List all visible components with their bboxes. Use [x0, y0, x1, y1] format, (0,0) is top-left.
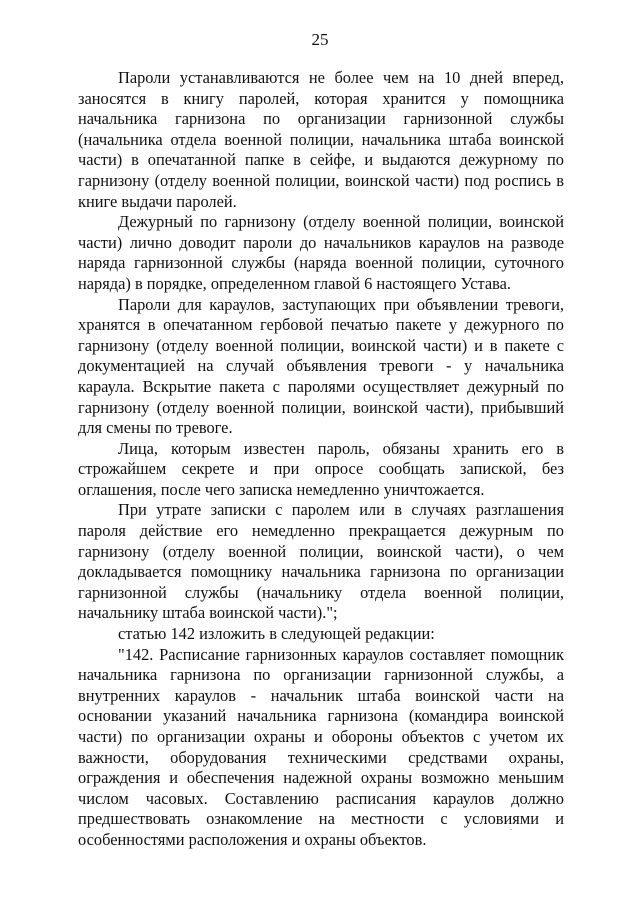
paragraph-passwords-storage: Пароли устанавливаются не более чем на 10 дней вперед, заносятся в книгу паролей, которая хранится у помощника начальника гарнизона по организации гарнизонной службы (начальника отдела военной полиции, начальника штаба воинской части) в опечатанной папке в сейфе, и выдаются дежурному по гарнизону (отделу военной полиции, воинской части) под роспись в книге выдачи паролей.	[78, 68, 564, 211]
paragraph-article-142-intro: статью 142 изложить в следующей редакции:	[118, 624, 435, 644]
page-number: 25	[311, 30, 329, 49]
paragraph-password-loss: При утрате записки с паролем или в случаях разглашения пароля действие его немедленно прекращается дежурным по гарнизону (отделу военной полиции, воинской части), о чем докладывается помощнику начальника гарнизона по организации гарнизонной службы (начальнику отдела военной полиции, начальнику штаба воинской части).";	[78, 500, 564, 623]
paragraph-duty-officer: Дежурный по гарнизону (отделу военной полиции, воинской части) лично доводит пароли до начальников караулов на разводе наряда гарнизонной службы (наряда военной полиции, суточного наряда) в порядке, определенном главой 6 настоящего Устава.	[78, 212, 564, 293]
paragraph-secrecy: Лица, которым известен пароль, обязаны хранить его в строжайшем секрете и при опросе сообщать запиской, без оглашения, после чего записка немедленно уничтожается.	[78, 438, 564, 499]
paragraph-alarm-passwords: Пароли для караулов, заступающих при объявлении тревоги, хранятся в опечатанном гербовой печатью пакете у дежурного по гарнизону (отделу военной полиции, воинской части) и в пакете с документацией на случай объявления тревоги - у начальника караула. Вскрытие пакета с паролями осуществляет дежурный по гарнизону (отделу военной полиции, воинской части), прибывший для смены по тревоге.	[78, 294, 564, 438]
paragraph-article-142: "142. Расписание гарнизонных караулов составляет помощник начальника гарнизона по организации гарнизонной службы, а внутренних караулов - начальник штаба воинской части на основании указаний начальника гарнизона (командира воинской части) по организации охраны и обороны объектов с учетом их важности, оборудования техническими средствами охраны, ограждения и обеспечения надежной охраны возможно меньшим числом часовых. Составлению расписания караулов должно предшествовать ознакомление на местности с условиями и особенностями расположения и охраны объектов.	[78, 644, 564, 849]
scan-artifact	[510, 829, 512, 830]
document-body	[78, 68, 564, 851]
